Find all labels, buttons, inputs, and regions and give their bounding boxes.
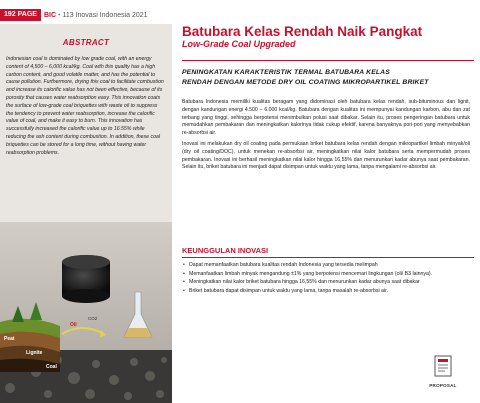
innovation-title: KEUNGGULAN INOVASI (182, 246, 269, 255)
page-header (0, 9, 148, 21)
publication-name: BIC (43, 11, 57, 19)
study-title-line-1: PENINGKATAN KARAKTERISTIK TERMAL BATUBARA KELAS (182, 69, 390, 76)
figure-label-oil: Oil (70, 322, 77, 328)
coal-figure (0, 222, 172, 403)
article-subtitle: Low-Grade Coal Upgraded (182, 39, 296, 49)
innovation-list (182, 262, 472, 297)
list-item: • Dapat memanfaatkan batubara kualitas rendah Indonesia yang tersedia melimpah (182, 262, 472, 269)
figure-label-lignite: Lignite (26, 350, 43, 356)
proposal-label: PROPOSAL (429, 383, 457, 388)
figure-label-co2: CO2 (88, 316, 98, 321)
study-title (182, 68, 474, 87)
proposal-document-icon (434, 355, 452, 377)
innovation-divider (182, 257, 474, 258)
page-number: 192 PAGE (0, 9, 41, 21)
list-item: • Briket batubara dapat disimpan untuk waktu yang lama, tanpa masalah re-absorbsi air. (182, 288, 472, 295)
title-divider (182, 60, 474, 61)
body-paragraph-2: Inovasi ini melakukan dry oil coating pada permukaan briket batubara kelas rendah dengan mikropartikel limbah minyak/oli (dry oil coating/DOC), untuk menekan re-absorbsi air, meningkatkan nilai kalor batubara serta mempermudah proses pembakaran. Inovasi ini berhasil meningkatkan nilai kalor hingga 16,55% dan menurunkan kadar abunya saat pembakaran. Selain itu, briket batubara ini menjadi dapat disimpan untuk waktu yang lama, tanpa mengalami re-absorbsi air. (182, 140, 470, 171)
abstract-panel (0, 24, 172, 403)
body-paragraph-1: Batubara Indonesia memiliki kualitas beragam yang didominasi oleh batubara kelas rendah, sub-bituminous dan lignit, dengan kandungan energi 4.500 – 6.000 kcal/kg. Batubara dengan kualitas ini mempunyai kandungan karbon, abu dan zat terbang yang tinggi, sehingga berpotensi menimbulkan polusi saat dibakar. Selain itu, proses pengeringan batubara untuk memudahkan pembakaran dan meningkatkan kalorinya tidak cukup efektif, karena banyaknya pori-pori yang menyebabkan re-absorbsi air. (182, 99, 470, 137)
figure-label-peat: Peat (4, 336, 15, 342)
article-body (182, 99, 470, 172)
list-item: • Meningkatkan nilai kalor briket batubara hingga 16,55% dan menurunkan kadar abunya saat dibakar (182, 279, 472, 286)
figure-label-coal: Coal (46, 364, 57, 370)
proposal-badge (425, 355, 461, 388)
article-title: Batubara Kelas Rendah Naik Pangkat (182, 24, 423, 39)
list-item: • Memanfaatkan limbah minyak mengandung ±1% yang berpotensi mencemari lingkungan (oli/ B3 lainnya). (182, 271, 472, 278)
article-header (182, 24, 474, 49)
abstract-title: ABSTRACT (62, 38, 110, 47)
study-title-line-2: RENDAH DENGAN METODE DRY OIL COATING MIKROPARTIKEL BRIKET (182, 78, 429, 86)
abstract-text: Indonesian coal is dominated by low grade coal, with an energy content of 4,500 – 6,000 kcal/kg. Coal with this quality has a high carbon content, and good volatile matter, and has the potential to cause pollution. Furthermore, drying this coal to facilitate combustion and increase its calorific value has not been effective, because of its porosity that causes water reabsorption easy. This innovation coats the surface of low-grade coal briquettes with waste oil to suppress the tendency to prevent water reabsorption, increase the calorific value of coal, and make it easy to burn. This innovation has successfully increased the calorific value up to 16.55% while reducing the ash content during combustion. In addition, these coal briquettes can be stored for a long time, without having water reabsorption problems. (6, 56, 164, 156)
coal-illustration (0, 222, 172, 403)
book-title: 113 Inovasi Indonesia 2021 (62, 11, 148, 19)
header-separator: • (58, 11, 61, 19)
